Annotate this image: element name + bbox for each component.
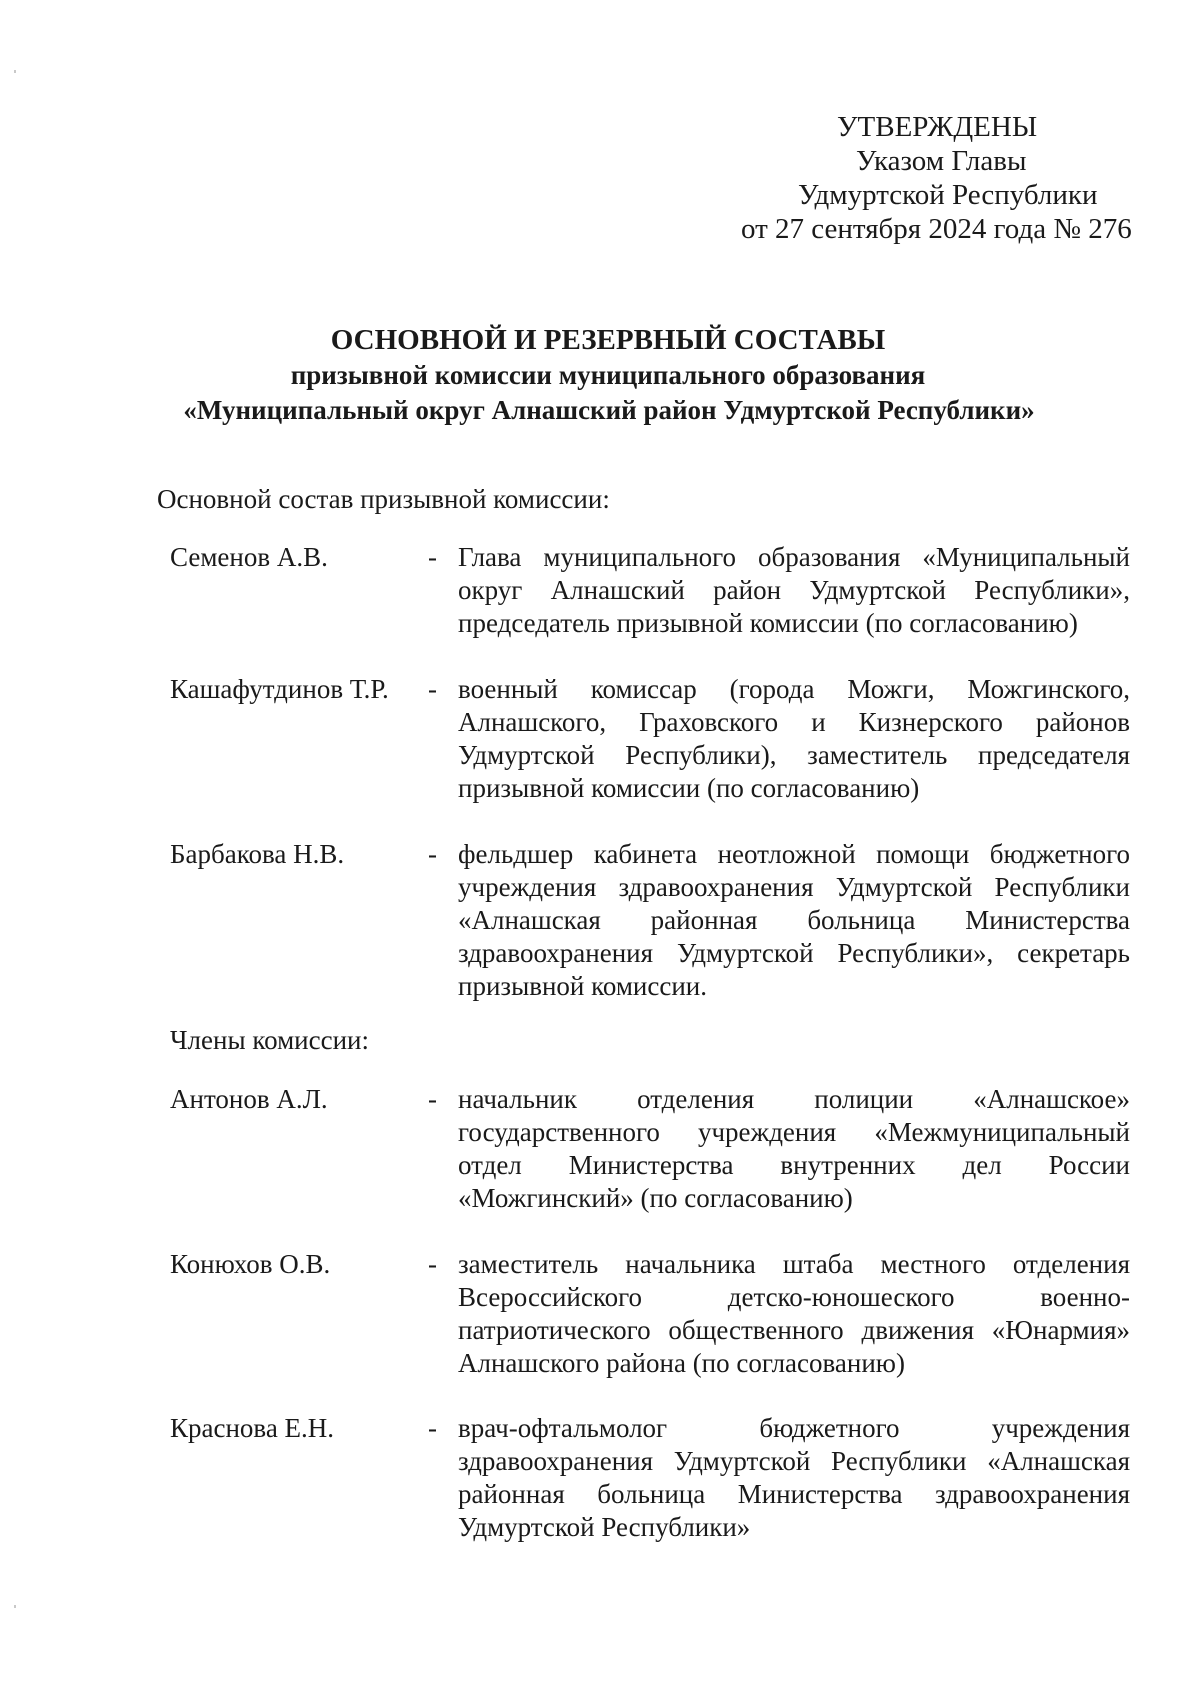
main-composition-heading: Основной состав призывной комиссии: bbox=[157, 484, 610, 514]
member-position: фельдшер кабинета неотложной помощи бюджетного учреждения здравоохранения Удмуртской Республики «Алнашская районная больница Министерства здравоохранения Удмуртской Республики», секретарь призывной комиссии. bbox=[458, 839, 1130, 1001]
member-position: начальник отделения полиции «Алнашское» государственного учреждения «Межмуниципальный отдел Министерства внутренних дел России «Можгинский» (по согласованию) bbox=[458, 1084, 1130, 1213]
commission-members-heading: Члены комиссии: bbox=[170, 1025, 369, 1055]
member-dash: - bbox=[428, 1249, 437, 1279]
approval-date-number: от 27 сентября 2024 года № 276 bbox=[741, 213, 1132, 245]
scan-mark bbox=[14, 1605, 16, 1608]
member-name: Антонов А.Л. bbox=[170, 1084, 328, 1114]
scan-mark bbox=[14, 70, 16, 73]
member-dash: - bbox=[428, 674, 437, 704]
member-position: военный комиссар (города Можги, Можгинского, Алнашского, Граховского и Кизнерского районов Удмуртской Республики), заместитель председателя призывной комиссии (по согласованию) bbox=[458, 674, 1130, 803]
member-position: врач-офтальмолог бюджетного учреждения здравоохранения Удмуртской Республики «Алнашская районная больница Министерства здравоохранения Удмуртской Республики» bbox=[458, 1413, 1130, 1542]
member-dash: - bbox=[428, 1413, 437, 1443]
title-main: ОСНОВНОЙ И РЕЗЕРВНЫЙ СОСТАВЫ bbox=[330, 324, 886, 356]
member-dash: - bbox=[428, 1084, 437, 1114]
member-name: Кашафутдинов Т.Р. bbox=[170, 674, 389, 704]
approval-heading: УТВЕРЖДЕНЫ bbox=[837, 111, 1038, 143]
member-name: Семенов А.В. bbox=[170, 542, 328, 572]
title-subtitle-2: «Муниципальный округ Алнашский район Удмуртской Республики» bbox=[183, 395, 1035, 425]
member-dash: - bbox=[428, 542, 437, 572]
document-title bbox=[100, 322, 1100, 428]
approval-decree: Указом Главы bbox=[856, 145, 1027, 177]
member-dash: - bbox=[428, 839, 437, 869]
member-name: Конюхов О.В. bbox=[170, 1249, 331, 1279]
member-name: Барбакова Н.В. bbox=[170, 839, 345, 869]
approval-stamp bbox=[700, 110, 1160, 246]
member-name: Краснова Е.Н. bbox=[170, 1413, 335, 1443]
member-position: Глава муниципального образования «Муниципальный округ Алнашский район Удмуртской Республики», председатель призывной комиссии (по согласованию) bbox=[458, 542, 1130, 638]
title-subtitle-1: призывной комиссии муниципального образования bbox=[290, 360, 926, 390]
approval-republic: Удмуртской Республики bbox=[798, 179, 1098, 211]
member-position: заместитель начальника штаба местного отделения Всероссийского детско-юношеского военно-патриотического общественного движения «Юнармия» Алнашского района (по согласованию) bbox=[458, 1249, 1130, 1378]
